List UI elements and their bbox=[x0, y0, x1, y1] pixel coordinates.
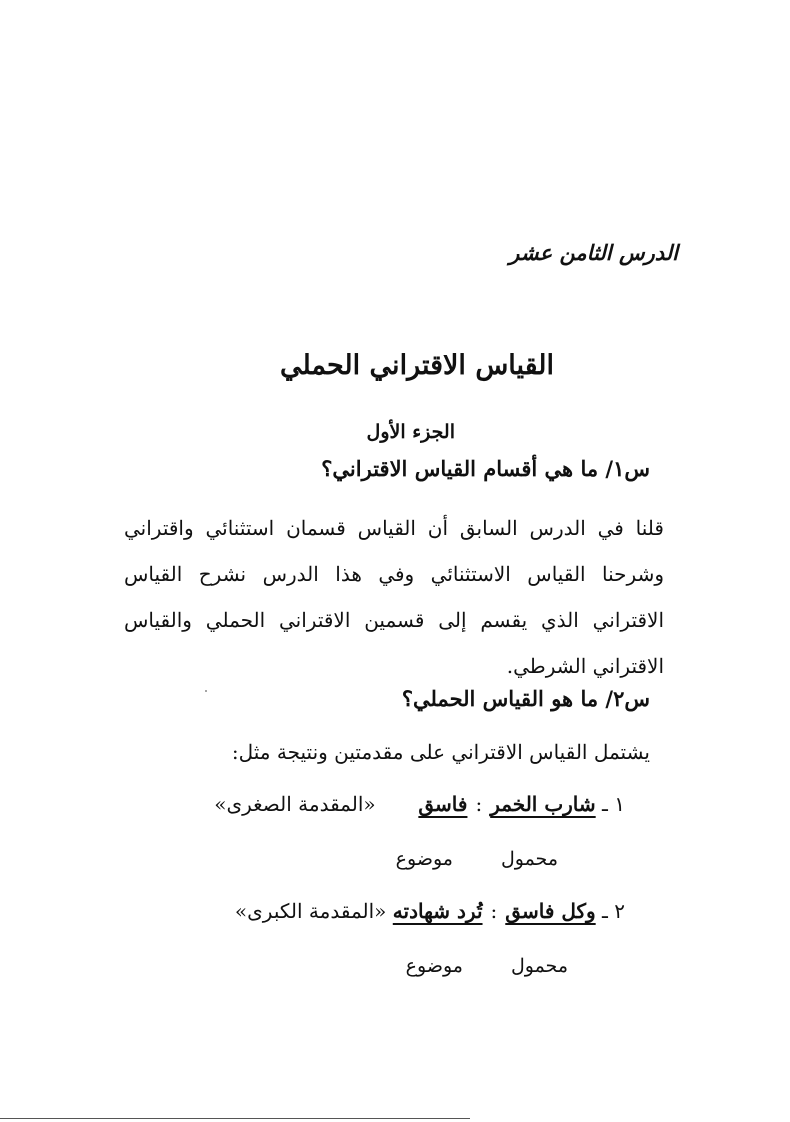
example-1-roles bbox=[396, 848, 558, 870]
example-1-predicate-role: محمول bbox=[500, 848, 558, 870]
scan-speck bbox=[205, 690, 207, 692]
question-2: س٢/ ما هو القياس الحملي؟ bbox=[401, 686, 650, 711]
example-2-subject-role: موضوع bbox=[405, 955, 463, 977]
example-2-number: ٢ ـ bbox=[602, 899, 625, 923]
example-1-colon: : bbox=[475, 792, 483, 816]
page-title: القياس الاقتراني الحملي bbox=[279, 350, 555, 381]
example-2-subject: وكل فاسق bbox=[505, 899, 596, 923]
paragraph-line-3: الاقتراني الذي يقسم إلى قسمين الاقتراني الحملي والقياس bbox=[124, 608, 664, 632]
question-1: س١/ ما هي أقسام القياس الاقتراني؟ bbox=[321, 456, 650, 481]
lesson-heading: الدرس الثامن عشر bbox=[509, 240, 678, 265]
example-2-predicate-role: محمول bbox=[510, 955, 568, 977]
example-2-predicate: تُرد شهادته bbox=[392, 899, 483, 923]
paragraph-line-2: وشرحنا القياس الاستثنائي وفي هذا الدرس نشرح القياس bbox=[124, 562, 664, 586]
example-2-label: «المقدمة الكبرى» bbox=[234, 899, 387, 923]
example-1-number: ١ ـ bbox=[602, 792, 625, 816]
example-1-predicate: فاسق bbox=[418, 792, 468, 816]
example-2-colon: : bbox=[490, 899, 498, 923]
answer-paragraph bbox=[124, 505, 664, 689]
example-1-label: «المقدمة الصغرى» bbox=[214, 792, 376, 816]
paragraph-line-4: الاقتراني الشرطي. bbox=[506, 654, 664, 678]
part-heading: الجزء الأول bbox=[366, 421, 455, 443]
example-1-subject-role: موضوع bbox=[395, 848, 453, 870]
intro-line: يشتمل القياس الاقتراني على مقدمتين ونتيجة مثل: bbox=[231, 740, 650, 764]
example-2 bbox=[235, 899, 625, 923]
example-2-roles bbox=[406, 955, 568, 977]
example-1-subject: شارب الخمر bbox=[490, 792, 596, 816]
page-bottom-rule bbox=[0, 1118, 470, 1119]
paragraph-line-1: قلنا في الدرس السابق أن القياس قسمان استثنائي واقتراني bbox=[124, 516, 664, 540]
example-1 bbox=[214, 792, 625, 816]
